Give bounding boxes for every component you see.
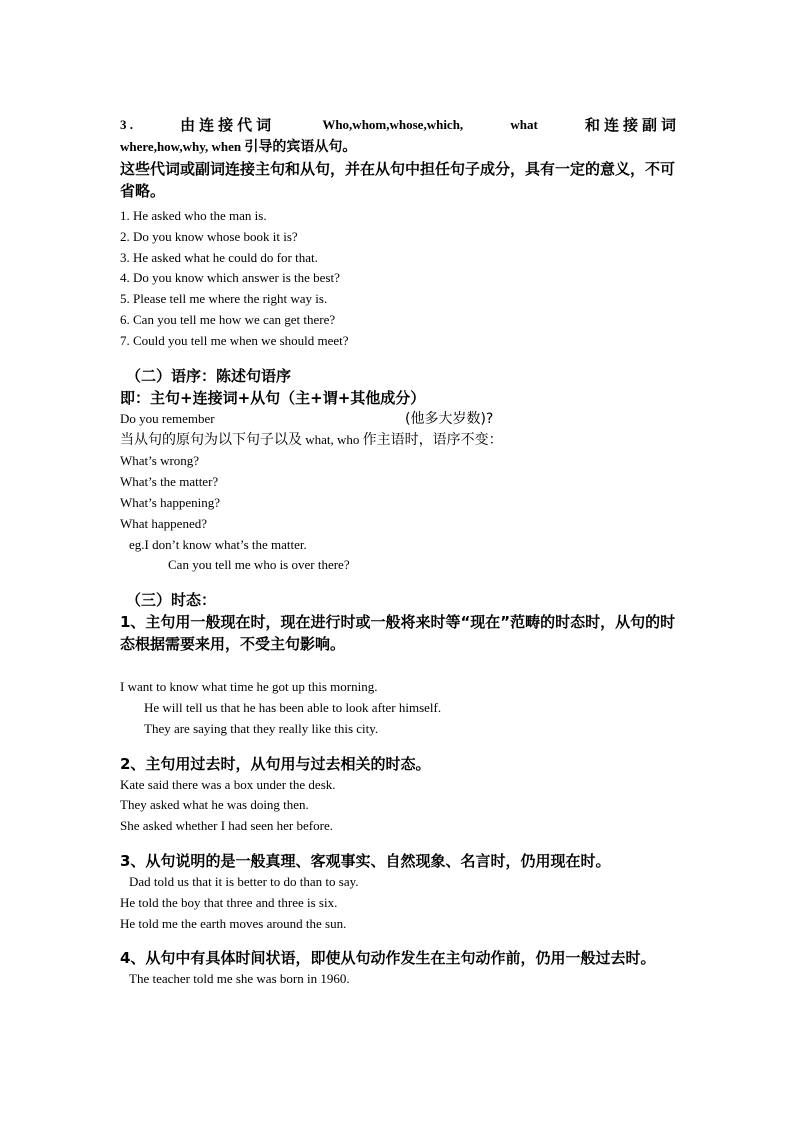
section3-adverbs: where,how,why, when <box>120 139 242 154</box>
example-sentence: She asked whether I had seen her before. <box>120 818 333 834</box>
fill-blank-left: Do you remember <box>120 410 215 426</box>
fill-blank-hint: (他多大岁数)? <box>405 410 494 427</box>
section3-pronouns: Who,whom,whose,which, <box>322 117 464 132</box>
example-sentence: The teacher told me she was born in 1960. <box>129 971 350 987</box>
word-order-note-a: 当从句的原句为以下句子以及 <box>120 432 302 449</box>
example-sentence: I want to know what time he got up this morning. <box>120 679 378 695</box>
example-sentence: 1. He asked who the man is. <box>120 208 267 223</box>
example-sentence: Kate said there was a box under the desk. <box>120 776 336 792</box>
tense-rule-1: 1、主句用一般现在时，现在进行时或一般将来时等“现在”范畴的时态时，从句的时态根据需要来用，不受主句影响。 <box>120 613 676 654</box>
word-order-note-c: 作主语时，语序不变： <box>362 432 503 449</box>
section3-title-part2: 和连接副词 <box>584 116 680 134</box>
section3-title-line1 <box>120 114 680 136</box>
example-sentence: 6. Can you tell me how we can get there? <box>120 311 336 327</box>
section3-title-part3: 引导的宾语从句。 <box>244 139 357 155</box>
example-sentence: They are saying that they really like this city. <box>144 720 379 736</box>
section3-description: 这些代词或副词连接主句和从句，并在从句中担任句子成分，具有一定的意义，不可省略。 <box>120 160 676 200</box>
word-order-heading: （二）语序：陈述句语序 <box>126 366 292 385</box>
example-sentence: What’s happening? <box>120 494 220 510</box>
tense-rule-4: 4、从句中有具体时间状语，即使从句动作发生在主句动作前，仍用一般过去时。 <box>120 949 656 968</box>
section3-what: what <box>510 117 538 132</box>
word-order-note-b: what, who <box>305 432 360 448</box>
example-sentence: Dad told us that it is better to do than to say. <box>129 873 359 889</box>
tense-heading: （三）时态： <box>126 591 217 610</box>
example-sentence: They asked what he was doing then. <box>120 797 309 813</box>
section3-title-part1: 由连接代词 <box>180 116 276 134</box>
example-sentence: 7. Could you tell me when we should meet? <box>120 332 349 348</box>
example-sentence: What happened? <box>120 515 207 531</box>
example-sentence: What’s wrong? <box>120 453 200 469</box>
fill-blank-line <box>120 409 680 430</box>
example-sentence: What’s the matter? <box>120 474 219 490</box>
example-sentence: 4. Do you know which answer is the best? <box>120 270 340 286</box>
example-sentence: He told me the earth moves around the sun. <box>120 915 347 931</box>
tense-rule-3: 3、从句说明的是一般真理、客观事实、自然现象、名言时，仍用现在时。 <box>120 851 611 870</box>
section3-title-line2 <box>120 136 680 158</box>
tense-rule-2: 2、主句用过去时，从句用与过去相关的时态。 <box>120 754 431 773</box>
example-sentence: Can you tell me who is over there? <box>168 557 350 573</box>
example-sentence: 3. He asked what he could do for that. <box>120 249 318 265</box>
word-order-formula: 即：主句+连接词+从句（主+谓+其他成分） <box>120 388 426 407</box>
example-sentence: 2. Do you know whose book it is? <box>120 228 298 244</box>
word-order-note <box>120 429 680 451</box>
example-sentence: He will tell us that he has been able to look after himself. <box>144 699 442 715</box>
section3-number: 3 . <box>120 117 133 132</box>
document-page <box>120 114 680 990</box>
example-sentence: 5. Please tell me where the right way is. <box>120 291 328 307</box>
example-sentence: eg.I don’t know what’s the matter. <box>129 536 307 552</box>
example-sentence: He told the boy that three and three is six. <box>120 894 338 910</box>
